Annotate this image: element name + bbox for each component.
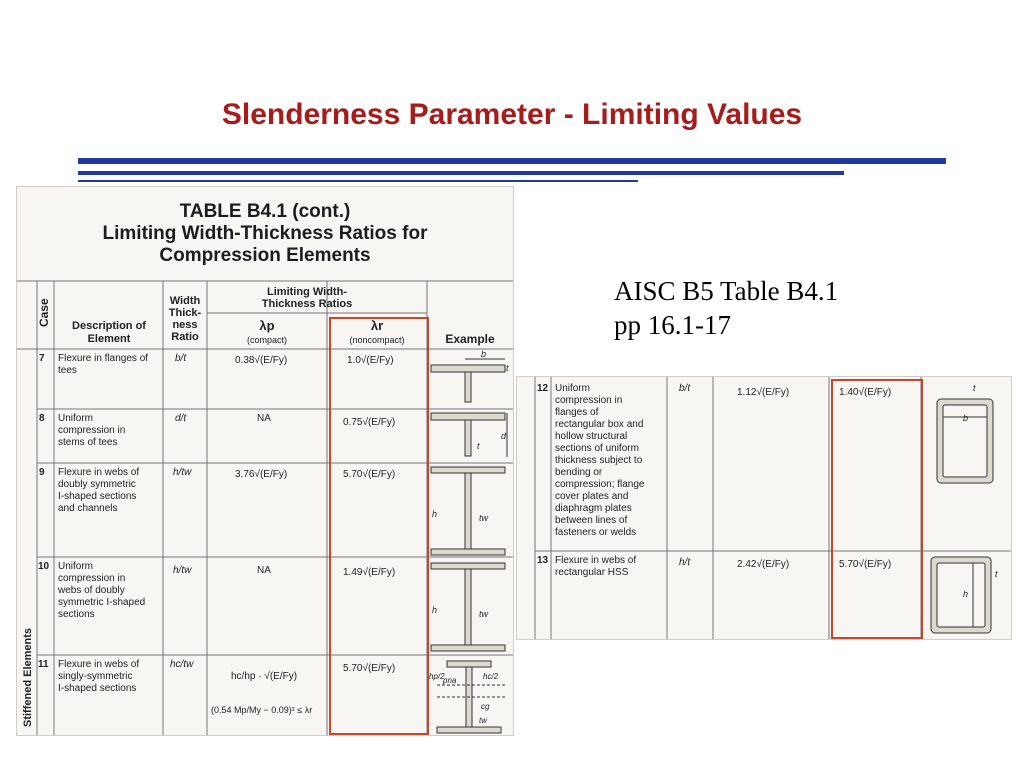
dim-h-row10: h xyxy=(432,605,438,615)
header-ratio-2: Thick- xyxy=(168,307,202,319)
row8-desc-3: stems of tees xyxy=(58,437,118,448)
dim-tw-row10: tw xyxy=(479,609,488,619)
row7-lambda-p: 0.38√(E/Fy) xyxy=(235,355,288,366)
table-grid xyxy=(17,187,513,735)
citation xyxy=(614,274,838,342)
row9-desc-1: Flexure in webs of xyxy=(58,467,140,478)
row13-desc-1: Flexure in webs of xyxy=(555,555,637,566)
header-example: Example xyxy=(445,332,495,346)
lambda-r-highlight-continued xyxy=(831,379,923,639)
header-description-2: Element xyxy=(87,333,131,345)
row10-desc-1: Uniform xyxy=(58,561,94,572)
row10-ratio: h/tw xyxy=(173,565,192,576)
row12-desc-9: compression; flange xyxy=(555,479,645,490)
header-lambda-r-sub: (noncompact) xyxy=(349,335,405,345)
row10-desc-4: symmetric I-shaped xyxy=(58,597,146,608)
header-ratio-1: Width xyxy=(169,295,201,307)
row7-ratio: b/t xyxy=(175,353,187,364)
hss-web-sketch xyxy=(931,557,991,633)
table-grid-continued xyxy=(517,377,1011,639)
row8-desc-1: Uniform xyxy=(58,413,94,424)
header-limiting-2: Thickness Ratios xyxy=(261,298,353,310)
header-ratio-3: ness xyxy=(172,319,198,331)
row9-lambda-p: 3.76√(E/Fy) xyxy=(235,469,288,480)
table-scan-main xyxy=(16,186,514,736)
row9-desc-4: and channels xyxy=(58,503,118,514)
header-limiting-1: Limiting Width- xyxy=(267,286,347,298)
lambda-r-highlight-main xyxy=(329,317,429,735)
row8-lambda-p: NA xyxy=(257,413,271,424)
row11-desc-2: singly-symmetric xyxy=(58,671,133,682)
row8-ratio: d/t xyxy=(175,413,187,424)
row7-desc-1: Flexure in flanges of xyxy=(58,353,149,364)
row12-desc-6: sections of uniform xyxy=(555,443,639,454)
row11-ratio: hc/tw xyxy=(170,659,194,670)
header-case: Case xyxy=(37,298,51,327)
header-ratio-4: Ratio xyxy=(171,331,199,343)
row13-ratio: h/t xyxy=(679,557,691,568)
row7-desc-2: tees xyxy=(58,365,77,376)
tee-stem-sketch xyxy=(431,413,507,457)
title-rule-middle xyxy=(78,171,844,175)
table-caption-2: Limiting Width-Thickness Ratios for xyxy=(102,223,428,244)
title-rule-top xyxy=(78,158,946,164)
dim-d-row8: d xyxy=(501,431,507,441)
box-section-sketch xyxy=(937,399,993,483)
row8-case: 8 xyxy=(39,413,45,424)
row12-case: 12 xyxy=(537,383,549,394)
row12-desc-5: hollow structural xyxy=(555,431,628,442)
i-section-sketch-row10 xyxy=(431,563,505,651)
row12-desc-7: thickness subject to xyxy=(555,455,643,466)
row13-desc-2: rectangular HSS xyxy=(555,567,629,578)
row12-ratio: b/t xyxy=(679,383,691,394)
row9-lambda-r: 5.70√(E/Fy) xyxy=(343,469,396,480)
dim-hc2: hc/2 xyxy=(483,672,499,681)
dim-t-row13: t xyxy=(995,569,998,579)
dim-tw-row9: tw xyxy=(479,513,488,523)
dim-tw-row11: tw xyxy=(479,716,487,725)
row11-lambda-p-1: hc/hp · √(E/Fy) xyxy=(231,671,298,682)
row12-lambda-r: 1.40√(E/Fy) xyxy=(839,387,892,398)
dim-b-row12: b xyxy=(963,413,969,423)
dim-h-row13: h xyxy=(963,589,969,599)
header-lambda-p: λp xyxy=(259,318,275,333)
side-label-stiffened: Stiffened Elements xyxy=(22,627,34,727)
dim-t-row7: t xyxy=(506,363,509,373)
row10-desc-5: sections xyxy=(58,609,95,620)
citation-line-1: AISC B5 Table B4.1 xyxy=(614,276,839,306)
row13-lambda-r: 5.70√(E/Fy) xyxy=(839,559,892,570)
dim-h-row9: h xyxy=(432,509,438,519)
dim-b-row7: b xyxy=(481,349,487,359)
row9-ratio: h/tw xyxy=(173,467,192,478)
row8-desc-2: compression in xyxy=(58,425,126,436)
dim-t-row8: t xyxy=(477,441,480,451)
row9-case: 9 xyxy=(39,467,45,478)
row12-desc-8: bending or xyxy=(555,467,603,478)
table-caption-3: Compression Elements xyxy=(159,245,371,266)
slide-title: Slenderness Parameter - Limiting Values xyxy=(221,98,803,131)
header-lambda-p-sub: (compact) xyxy=(246,335,288,345)
row9-desc-2: doubly symmetric xyxy=(58,479,136,490)
row10-case: 10 xyxy=(38,561,50,572)
row11-desc-3: I-shaped sections xyxy=(58,683,137,694)
row12-desc-2: compression in xyxy=(555,395,623,406)
title-rule-bottom xyxy=(78,180,638,182)
row12-desc-10: cover plates and xyxy=(555,491,629,502)
row11-lambda-r: 5.70√(E/Fy) xyxy=(343,663,396,674)
table-scan-continued xyxy=(516,376,1012,640)
dim-hp2: hp/2 xyxy=(429,672,445,681)
dim-pna: pna xyxy=(443,676,457,685)
row11-lambda-p-2: (0.54 Mp/My − 0.09)² ≤ λr xyxy=(211,705,313,715)
tee-flange-sketch xyxy=(431,359,505,402)
header-description-1: Description of xyxy=(72,320,146,332)
row10-lambda-p: NA xyxy=(257,565,271,576)
row12-desc-4: rectangular box and xyxy=(555,419,644,430)
row10-desc-3: webs of doubly xyxy=(58,585,125,596)
row9-desc-3: I-shaped sections xyxy=(58,491,137,502)
row12-desc-13: fasteners or welds xyxy=(555,527,637,538)
row12-desc-12: between lines of xyxy=(555,515,628,526)
row7-lambda-r: 1.0√(E/Fy) xyxy=(347,355,394,366)
row8-lambda-r: 0.75√(E/Fy) xyxy=(343,417,396,428)
row13-case: 13 xyxy=(537,555,549,566)
row12-desc-11: diaphragm plates xyxy=(555,503,632,514)
row12-lambda-p: 1.12√(E/Fy) xyxy=(737,387,790,398)
citation-line-2: pp 16.1-17 xyxy=(614,310,731,340)
dim-t-row12: t xyxy=(973,383,976,393)
row10-desc-2: compression in xyxy=(58,573,126,584)
header-lambda-r: λr xyxy=(370,318,384,333)
dim-cg: cg xyxy=(481,702,490,711)
row11-case: 11 xyxy=(38,659,49,670)
row10-lambda-r: 1.49√(E/Fy) xyxy=(343,567,396,578)
row12-desc-1: Uniform xyxy=(555,383,591,394)
table-caption-1: TABLE B4.1 (cont.) xyxy=(179,201,351,222)
row13-lambda-p: 2.42√(E/Fy) xyxy=(737,559,790,570)
i-section-sketch-row9 xyxy=(431,467,505,555)
row11-desc-1: Flexure in webs of xyxy=(58,659,140,670)
row7-case: 7 xyxy=(39,353,45,364)
row12-desc-3: flanges of xyxy=(555,407,599,418)
